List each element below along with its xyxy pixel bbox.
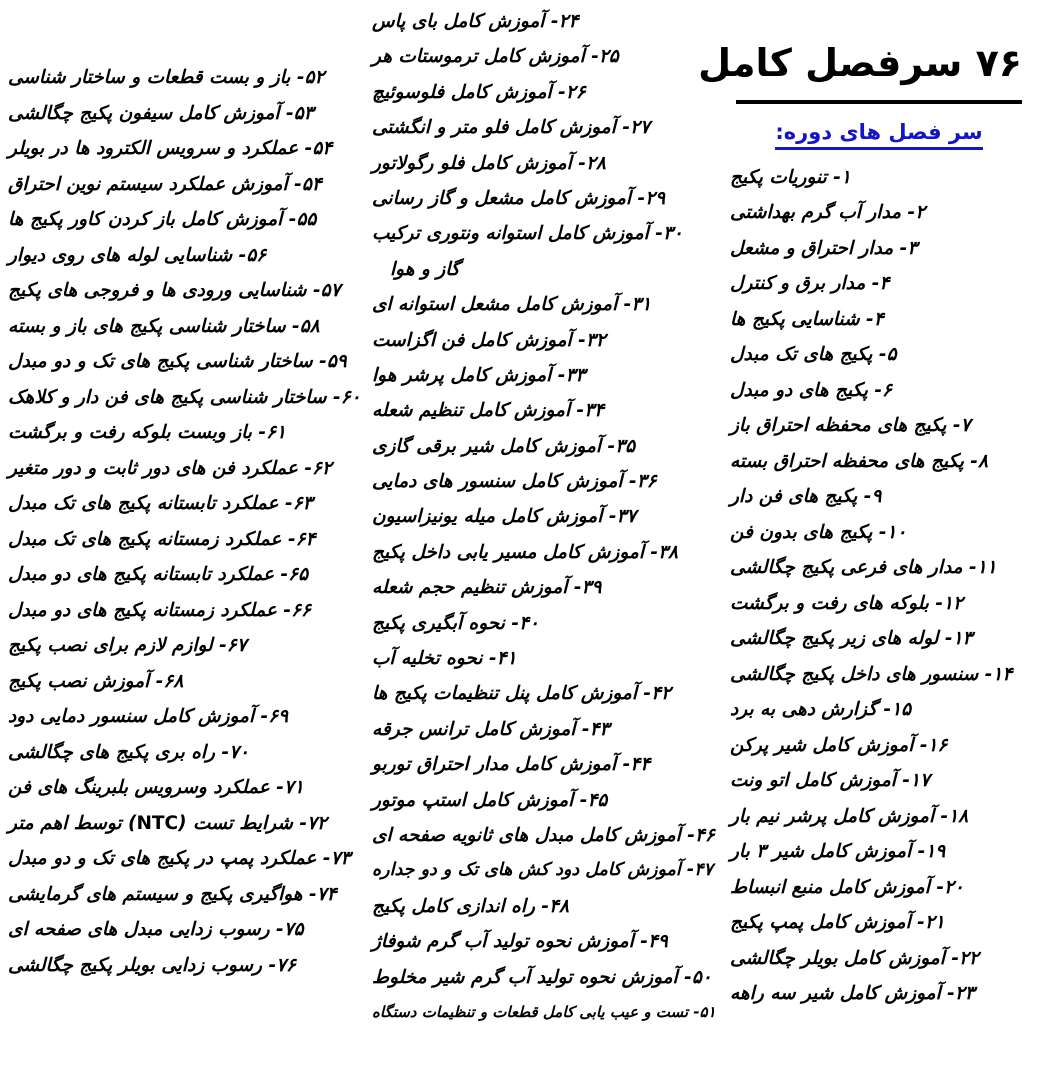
toc-item-label: آموزش نحوه تولید آب گرم شیر مخلوط [372,966,678,988]
toc-item [730,586,1028,622]
toc-item [730,976,1028,1012]
toc-item [372,676,716,711]
toc-item-label: لوازم لازم برای نصب پکیج [8,635,213,656]
toc-item [730,195,1028,231]
toc-item-number: ۱۹- [917,841,946,863]
toc-item [8,202,362,238]
toc-item [8,664,362,700]
toc-item-number: ۵۸- [292,315,320,337]
toc-item-label: مدار های فرعی پکیج چگالشی [730,557,963,579]
toc-item-label: عملکرد پمپ در پکیج های تک و دو مبدل [8,848,317,869]
column-middle [368,0,724,1030]
toc-item-number: ۳۷- [608,506,637,528]
section-heading: سر فصل های دوره: [775,120,982,150]
toc-item [372,39,716,74]
toc-item-number: ۴۳- [581,718,610,740]
toc-item-number: ۷۱- [276,777,304,798]
toc-item-label: نحوه تخلیه آب [372,648,483,670]
toc-item [8,735,362,771]
toc-item [372,960,716,995]
toc-item-number: ۵۴- [304,138,333,159]
toc-item [730,621,1028,657]
toc-item [372,216,716,251]
toc-item-label: آموزش کامل پمپ پکیج [730,912,911,934]
toc-item-label: آموزش کامل مسیر یابی داخل پکیج [372,541,644,563]
toc-item-label: لوله های زیر پکیج چگالشی [730,628,939,650]
toc-item-number: ۶۷- [219,635,247,656]
toc-item [8,557,362,593]
toc-item-label: نحوه آبگیری پکیج [372,612,505,634]
toc-item [372,924,716,959]
toc-item-number: ۸- [970,450,988,472]
toc-item [730,479,1028,515]
toc-item [730,160,1028,196]
toc-item-label: رسوب زدایی مبدل های صفحه ای [8,919,270,940]
toc-item-label: آموزش کامل فلو متر و انگشتی [372,117,616,139]
toc-item [8,273,362,309]
toc-item-number: ۴- [871,273,890,295]
toc-item-number: ۴۲- [643,683,671,705]
toc-item-label: پکیج های بدون فن [730,521,873,543]
toc-item-label: پکیج های محفظه احتراق بسته [730,450,964,472]
toc-item-number: ۴۱- [488,648,517,670]
toc-item [372,358,716,393]
toc-item-label: آموزش کامل شیر پرکن [730,734,914,756]
toc-item-label: ساختار شناسی پکیج های تک و دو مبدل [8,351,313,372]
toc-item-number: ۱۷- [902,770,930,792]
toc-item-label: آموزش نحوه تولید آب گرم شوفاژ [372,931,634,953]
toc-item [372,323,716,358]
toc-item-number: ۷۴- [309,883,337,905]
toc-item-number: ۶۹- [260,706,289,727]
toc-item-number: ۵۳- [286,102,314,124]
toc-item-label: عملکرد زمستانه پکیج های تک مبدل [8,528,282,550]
toc-item-number: ۴۰- [511,612,539,634]
toc-item [372,570,716,605]
toc-item-number: ۴۷- [686,860,713,881]
toc-item-label: آموزش کامل استوانه ونتوری ترکیب [372,223,649,245]
toc-item-label: سنسور های داخل پکیج چگالشی [730,663,979,685]
toc-item-label: عملکرد تابستانه پکیج های دو مبدل [8,564,275,585]
toc-item-number: ۷- [952,415,971,437]
toc-item-label: آموزش عملکرد سیستم نوین احتراق [8,173,288,195]
toc-item-label: پکیج های محفظه احتراق باز [730,415,947,437]
toc-item [730,941,1028,977]
toc-item-number: ۴۴- [622,754,651,776]
toc-item-label: آموزش کامل سیفون پکیج چگالشی [8,102,280,124]
toc-item-number: ۲۹- [637,187,666,209]
toc-item [372,181,716,216]
toc-item-number: ۵۲- [296,67,325,88]
toc-item-label: آموزش کامل فن اگزاست [372,329,572,351]
toc-item-number: ۶۰- [333,386,361,408]
toc-item-label: آموزش کامل فلو رگولاتور [372,152,572,174]
toc-item-label: آموزش کامل دود کش های تک و دو جداره [372,860,681,881]
toc-item-number: ۶۵- [280,564,309,585]
toc-item-number: ۲۲- [951,947,979,969]
toc-item [8,344,362,380]
toc-item-number: ۷۳- [322,848,351,869]
toc-item [730,231,1028,267]
toc-item [372,641,716,676]
toc-item-label: آموزش کامل ترموستات هر [372,46,585,68]
toc-list-left [8,60,362,983]
toc-item-number: ۱- [833,166,851,188]
toc-item-label: آموزش کامل اتو ونت [730,770,896,792]
toc-item [8,380,362,416]
toc-item-label: آموزش کامل میله یونیزاسیون [372,506,603,528]
toc-item [730,834,1028,870]
toc-item-number: ۱۰- [878,521,907,543]
toc-item-label: آموزش کامل شیر برقی گازی [372,435,602,457]
toc-item-label: رسوب زدایی بویلر پکیج چگالشی [8,954,262,976]
toc-item-number: ۶۲- [304,457,332,479]
toc-item-number: ۴۸- [541,895,569,917]
toc-item-number: ۶- [874,379,892,401]
toc-item-label: عملکرد و سرویس الکترود ها در بویلر [8,138,299,159]
toc-item [730,444,1028,480]
toc-item-number: ۲۴- [550,11,579,32]
toc-list-right [730,160,1028,1012]
toc-item-number: ۲۸- [578,152,606,174]
column-left [0,0,368,983]
toc-item-number: ۲۱- [917,912,945,934]
toc-item [730,515,1028,551]
toc-item [730,799,1028,835]
toc-item-number: ۵۵- [288,209,317,230]
toc-item-number: ۷۰- [221,741,249,763]
toc-item-label: آموزش کامل پرشر هوا [372,364,552,386]
toc-item-number: ۲۳- [947,983,975,1005]
toc-item-number: ۵- [878,344,897,366]
toc-item-label: آموزش کامل شیر ۳ بار [730,841,912,863]
toc-item-number: ۷۶- [268,954,296,976]
page-title: ۷۶ سرفصل کامل [698,41,1022,85]
toc-item [730,692,1028,728]
toc-item-label: تست و عیب یابی کامل قطعات و تنظیمات دستگاه [372,1002,689,1021]
toc-item [730,337,1028,373]
toc-item-label: آموزش کامل تنظیم شعله [372,400,571,422]
toc-item-label: آموزش کامل استپ موتور [372,789,574,811]
toc-item [372,287,716,322]
toc-item-label: پکیج های تک مبدل [730,344,873,366]
toc-item [730,728,1028,764]
toc-item-number: ۴- [866,308,884,330]
toc-item-number: ۳۵- [607,435,636,457]
toc-item [372,393,716,428]
latin-fragment: NTC [136,812,179,834]
toc-item-label: عملکرد فن های دور ثابت و دور متغیر [8,457,298,479]
toc-item-number: ۷۵- [276,919,304,940]
toc-item-label: آموزش تنظیم حجم شعله [372,577,568,599]
toc-item [730,373,1028,409]
toc-item [372,535,716,570]
toc-item-label: عملکرد زمستانه پکیج های دو مبدل [8,599,277,621]
toc-item-label: آموزش کامل مشعل و گاز رسانی [372,187,631,209]
toc-item-number: ۵۹- [319,351,347,372]
toc-item [730,408,1028,444]
toc-item-label: هواگیری پکیج و سیستم های گرمایشی [8,883,303,905]
toc-item-number: ۲۷- [622,117,650,139]
toc-item-number: ۵۶- [238,244,267,266]
toc-item-label: آموزش کامل پرشر نیم بار [730,805,935,827]
toc-item [730,763,1028,799]
toc-item [372,606,716,641]
toc-item [8,486,362,522]
toc-item [730,870,1028,906]
toc-item [730,550,1028,586]
toc-item-number: ۱۴- [984,663,1013,685]
toc-item-continuation: گاز و هوا [390,258,460,280]
toc-item [372,995,716,1030]
toc-item-number: ۳۶- [629,471,657,493]
toc-item [372,75,716,110]
toc-item [372,499,716,534]
toc-item-label: ساختار شناسی پکیج های فن دار و کلاهک [8,386,327,408]
toc-item [372,146,716,181]
toc-item-label: راه بری پکیج های چگالشی [8,741,215,763]
toc-item-label: آموزش کامل باز کردن کاور پکیج ها [8,209,283,230]
toc-item-label: مدار احتراق و مشعل [730,237,894,259]
toc-item-number: ۵۱- [693,1002,716,1021]
toc-item-label: آموزش کامل مشعل استوانه ای [372,294,618,316]
toc-item [372,783,716,818]
toc-item-label: آموزش کامل منبع انبساط [730,876,930,898]
toc-item-label: عملکرد وسرویس بلبرینگ های فن [8,777,270,798]
toc-item [8,699,362,735]
toc-item [8,770,362,806]
toc-item [8,131,362,167]
toc-item [8,841,362,877]
toc-item-number: ۱۸- [940,805,969,827]
toc-item-number: ۳۳- [557,364,586,386]
toc-item-number: ۶۶- [283,599,311,621]
toc-item-label: آموزش کامل سنسور های دمایی [372,471,623,493]
toc-item-label: شرایط تست (NTC) توسط اهم متر [8,813,293,834]
toc-item-label: آموزش کامل فلوسوئیچ [372,81,552,103]
toc-item-label: آموزش کامل شیر سه راهه [730,983,941,1005]
toc-item-number: ۱۲- [935,592,963,614]
toc-item-number: ۶۱- [258,422,286,443]
toc-item [8,948,362,984]
toc-item-number: ۳- [899,237,918,259]
toc-item-label: پکیج های فن دار [730,486,858,508]
toc-item-number: ۱۵- [883,699,912,721]
toc-item-label: عملکرد تابستانه پکیج های تک مبدل [8,493,279,514]
toc-item-number: ۴۹- [640,931,668,953]
toc-item-label: شناسایی لوله های روی دیوار [8,244,233,266]
toc-item-number: ۲- [907,202,926,224]
toc-item-label: آموزش کامل بویلر چگالشی [730,947,945,969]
toc-item-number: ۳۲- [578,329,606,351]
toc-item [372,429,716,464]
title-divider [736,100,1022,104]
toc-item [372,4,716,39]
toc-item-label: تنوریات پکیج [730,166,827,188]
toc-item-number: ۲۵- [591,46,619,68]
toc-item-number: ۶۸- [155,670,184,692]
toc-item-label: مدار آب گرم بهداشتی [730,202,902,224]
toc-item-number: ۳۴- [576,400,605,422]
toc-item [372,464,716,499]
toc-item-number: ۷۲- [299,812,327,834]
toc-item-label: آموزش کامل مدار احتراق توربو [372,754,617,776]
toc-item [372,712,716,747]
toc-item [8,451,362,487]
toc-item-number: ۳۰- [655,223,683,245]
toc-item [8,167,362,203]
toc-item [8,522,362,558]
toc-item [730,905,1028,941]
toc-item [8,309,362,345]
toc-item-label: آموزش کامل سنسور دمایی دود [8,706,255,727]
toc-list-middle [372,4,716,1030]
toc-item-number: ۹- [863,486,882,508]
toc-item-label: آموزش کامل مبدل های ثانویه صفحه ای [372,824,681,846]
toc-item-number: ۴۶- [687,824,715,846]
toc-item-label: آموزش کامل بای پاس [372,11,545,32]
toc-item-label: آموزش کامل پنل تنظیمات پکیج ها [372,683,637,705]
toc-item [8,96,362,132]
toc-item-number: ۶۳- [285,493,313,514]
toc-item [372,747,716,782]
toc-item [372,110,716,145]
toc-item-number: ۱۳- [944,628,973,650]
toc-item-label: بلوکه های رفت و برگشت [730,592,929,614]
toc-item-number: ۶۴- [287,528,316,550]
toc-item [8,877,362,913]
toc-item [8,238,362,274]
toc-item [8,806,362,842]
toc-item-number: ۵۴- [294,173,322,195]
toc-item [8,912,362,948]
toc-item-label: شناسایی ورودی ها و فروجی های پکیج [8,280,307,301]
toc-item-label: راه اندازی کامل پکیج [372,895,535,917]
toc-item-number: ۲۶- [558,81,586,103]
toc-item [372,889,716,924]
toc-item-number: ۵۷- [312,280,341,301]
toc-item-number: ۲۰- [936,876,964,898]
toc-item-label: مدار برق و کنترل [730,273,866,295]
toc-item [730,266,1028,302]
toc-item-number: ۴۵- [579,789,608,811]
toc-item-number: ۱۶- [919,734,948,756]
toc-item-label: گزارش دهی به برد [730,699,878,721]
toc-item-label: باز وبست بلوکه رفت و برگشت [8,422,252,443]
toc-item-number: ۵۰- [684,966,712,988]
toc-item-number: ۳۱- [623,294,652,316]
toc-item [8,415,362,451]
toc-item-label: آموزش نصب پکیج [8,670,150,692]
toc-item-label: باز و بست قطعات و ساختار شناسی [8,67,291,88]
toc-item-number: ۳۸- [650,541,678,563]
toc-item-number: ۱۱- [969,557,997,579]
toc-item-label: شناسایی پکیج ها [730,308,860,330]
toc-item-label: پکیج های دو مبدل [730,379,868,401]
toc-item [730,657,1028,693]
toc-item [8,628,362,664]
toc-item [8,593,362,629]
toc-item [8,60,362,96]
toc-item-number: ۳۹- [573,577,602,599]
toc-item [372,818,716,853]
toc-item-label: آموزش کامل ترانس جرقه [372,718,576,740]
toc-item-label: ساختار شناسی پکیج های باز و بسته [8,315,286,337]
title-block [698,41,1028,150]
toc-item [372,853,716,888]
toc-item [730,302,1028,338]
